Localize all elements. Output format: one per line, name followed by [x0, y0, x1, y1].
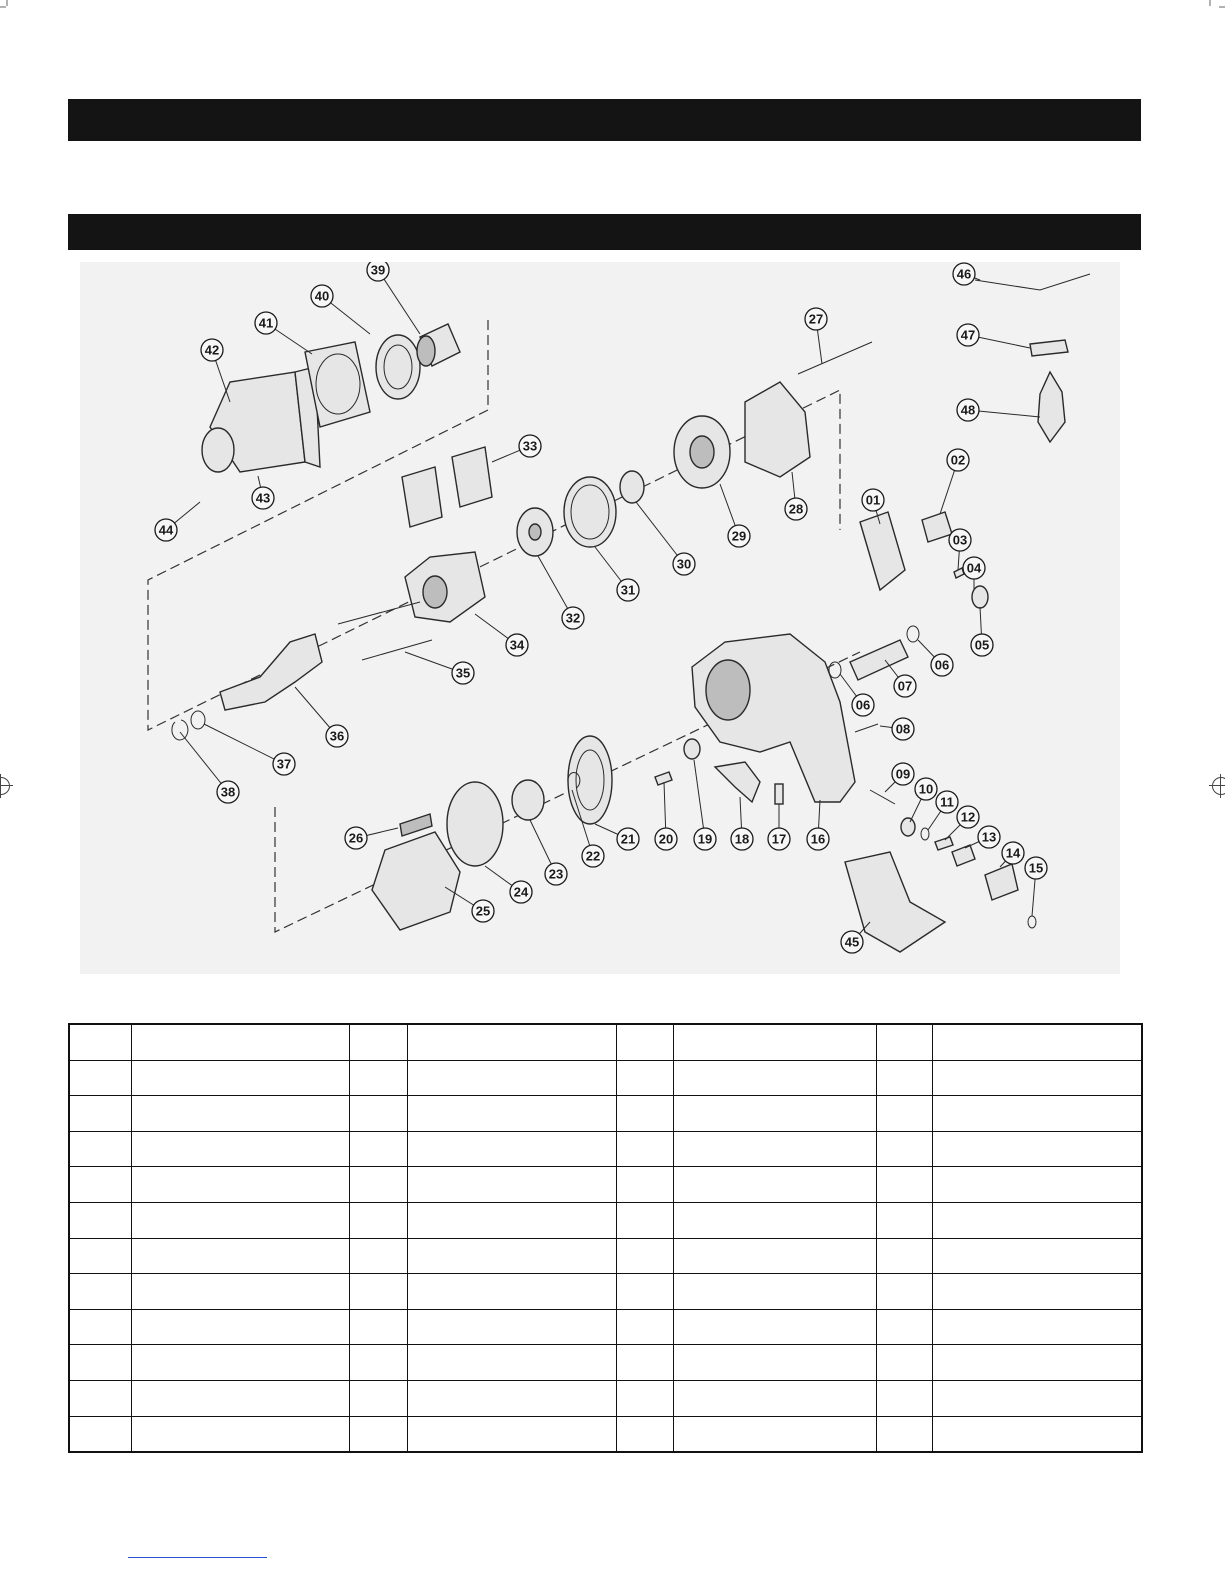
- table-cell: [69, 1060, 131, 1096]
- table-cell: [673, 1060, 876, 1096]
- table-cell: [932, 1345, 1142, 1381]
- callout-30: [636, 502, 695, 575]
- callout-14: [1000, 842, 1024, 867]
- table-cell: [69, 1274, 131, 1310]
- callout-number: 38: [220, 784, 236, 800]
- callout-18: [731, 797, 753, 850]
- table-cell: [131, 1380, 349, 1416]
- hammer-part-b: [452, 447, 492, 507]
- parts-list-table: [68, 1023, 1143, 1453]
- exploded-view-svg: [80, 262, 1120, 974]
- table-cell: [876, 1131, 932, 1167]
- regulator-part: [952, 845, 975, 866]
- callout-number: 42: [204, 342, 220, 358]
- callout-number: 11: [940, 794, 954, 810]
- table-row: [69, 1024, 1142, 1060]
- callout-47: [957, 324, 1030, 348]
- table-cell: [407, 1131, 616, 1167]
- rear-plate-part: [447, 782, 503, 866]
- footer-link-underline: [128, 1557, 267, 1558]
- table-cell: [349, 1060, 407, 1096]
- callout-number: 39: [370, 262, 386, 278]
- callout-number: 17: [771, 831, 787, 847]
- table-cell: [616, 1238, 673, 1274]
- table-cell: [69, 1202, 131, 1238]
- table-cell: [932, 1416, 1142, 1452]
- callout-44: [155, 502, 200, 541]
- table-cell: [349, 1274, 407, 1310]
- table-cell: [616, 1060, 673, 1096]
- table-cell: [69, 1131, 131, 1167]
- table-cell: [131, 1274, 349, 1310]
- table-cell: [932, 1131, 1142, 1167]
- table-cell: [673, 1167, 876, 1203]
- callout-04: [963, 557, 985, 590]
- table-cell: [131, 1096, 349, 1132]
- table-cell: [131, 1202, 349, 1238]
- callout-number: 33: [522, 438, 538, 454]
- callout-07: [885, 660, 916, 697]
- table-cell: [407, 1416, 616, 1452]
- callout-number: 48: [960, 402, 976, 418]
- table-cell: [69, 1238, 131, 1274]
- table-cell: [349, 1096, 407, 1132]
- callout-05: [971, 607, 993, 656]
- callout-06a: [918, 640, 953, 676]
- callout-number: 28: [788, 501, 804, 517]
- table-cell: [932, 1202, 1142, 1238]
- table-cell: [349, 1380, 407, 1416]
- exploded-parts-diagram: [80, 262, 1120, 974]
- callout-number: 23: [548, 866, 564, 882]
- table-cell: [932, 1309, 1142, 1345]
- screw-part: [655, 772, 672, 785]
- callout-number: 41: [258, 315, 274, 331]
- callout-number: 02: [950, 452, 966, 468]
- callout-36: [295, 687, 348, 747]
- table-cell: [616, 1345, 673, 1381]
- callout-21: [595, 824, 639, 850]
- callout-26: [345, 827, 398, 849]
- section-header-bar: [68, 99, 1141, 141]
- table-row: [69, 1060, 1142, 1096]
- callout-number: 37: [276, 756, 292, 772]
- callout-number: 30: [676, 556, 692, 572]
- anvil-part: [220, 634, 322, 710]
- callout-06b: [840, 674, 874, 716]
- callout-41: [255, 312, 312, 354]
- table-cell: [407, 1202, 616, 1238]
- callout-32: [538, 556, 584, 629]
- table-cell: [349, 1024, 407, 1060]
- callout-45: [841, 922, 870, 953]
- callout-number: 31: [620, 582, 636, 598]
- reverse-valve-part: [850, 640, 908, 680]
- callout-number: 15: [1028, 860, 1044, 876]
- deflector-part: [860, 512, 905, 590]
- table-cell: [932, 1274, 1142, 1310]
- table-cell: [131, 1024, 349, 1060]
- callout-number: 21: [620, 831, 636, 847]
- callout-number: 24: [513, 884, 529, 900]
- table-cell: [673, 1131, 876, 1167]
- table-cell: [131, 1309, 349, 1345]
- table-row: [69, 1096, 1142, 1132]
- callout-number: 16: [810, 831, 826, 847]
- table-cell: [407, 1345, 616, 1381]
- roll-pin-part: [855, 724, 878, 732]
- table-row: [69, 1345, 1142, 1381]
- hammer-part-a: [402, 467, 442, 527]
- table-row: [69, 1167, 1142, 1203]
- table-cell: [349, 1345, 407, 1381]
- callout-number: 43: [255, 490, 271, 506]
- table-cell: [932, 1167, 1142, 1203]
- callout-number: 47: [960, 327, 976, 343]
- callout-number: 20: [658, 831, 674, 847]
- table-cell: [616, 1309, 673, 1345]
- table-cell: [349, 1202, 407, 1238]
- table-cell: [616, 1274, 673, 1310]
- callout-number: 13: [981, 829, 997, 845]
- registration-mark-right: [1212, 777, 1225, 795]
- callout-number: 06: [855, 697, 871, 713]
- table-cell: [673, 1345, 876, 1381]
- callout-number: 04: [966, 560, 982, 576]
- callout-number: 10: [918, 781, 934, 797]
- spacer-ring-part: [564, 477, 616, 547]
- callout-number: 19: [697, 831, 713, 847]
- table-cell: [131, 1238, 349, 1274]
- table-cell: [876, 1238, 932, 1274]
- valve-part: [901, 818, 915, 836]
- callout-33: [492, 435, 541, 462]
- callout-number: 01: [865, 492, 881, 508]
- callout-27: [805, 308, 827, 364]
- table-cell: [407, 1060, 616, 1096]
- table-cell: [616, 1024, 673, 1060]
- trigger-bushing-part: [684, 739, 700, 759]
- parts-list-body: [69, 1024, 1142, 1452]
- table-cell: [876, 1202, 932, 1238]
- table-cell: [673, 1416, 876, 1452]
- oil-bottle-part: [1038, 372, 1065, 442]
- table-cell: [673, 1238, 876, 1274]
- callout-34: [475, 614, 528, 656]
- table-cell: [673, 1096, 876, 1132]
- rear-bearing-part: [512, 780, 544, 820]
- inlet-ring-part: [1028, 916, 1036, 928]
- dowel-pin-part: [798, 342, 872, 374]
- callout-20: [655, 782, 677, 850]
- callout-09: [885, 763, 914, 792]
- table-cell: [407, 1274, 616, 1310]
- valve-stem-part: [870, 790, 895, 804]
- main-housing-part: [692, 634, 855, 802]
- callout-number: 27: [808, 311, 824, 327]
- table-cell: [131, 1416, 349, 1452]
- callout-39: [367, 262, 420, 334]
- trigger-part: [715, 762, 760, 802]
- table-cell: [407, 1167, 616, 1203]
- table-row: [69, 1274, 1142, 1310]
- callout-37: [204, 724, 295, 775]
- table-cell: [616, 1167, 673, 1203]
- callout-leader-line: [636, 502, 684, 564]
- trigger-spring-part: [775, 784, 783, 804]
- table-row: [69, 1380, 1142, 1416]
- callout-number: 36: [329, 728, 345, 744]
- callout-31: [595, 547, 639, 601]
- table-cell: [69, 1345, 131, 1381]
- table-cell: [69, 1380, 131, 1416]
- table-cell: [876, 1060, 932, 1096]
- callout-number: 03: [952, 532, 968, 548]
- rear-gasket-part: [568, 736, 612, 824]
- table-cell: [616, 1096, 673, 1132]
- callout-number: 14: [1005, 845, 1021, 861]
- table-cell: [407, 1380, 616, 1416]
- table-cell: [407, 1096, 616, 1132]
- table-cell: [932, 1380, 1142, 1416]
- table-cell: [69, 1167, 131, 1203]
- callout-number: 26: [348, 830, 364, 846]
- callout-10: [910, 778, 937, 822]
- cylinder-part: [745, 382, 810, 477]
- callout-number: 18: [734, 831, 750, 847]
- callout-29: [720, 484, 750, 547]
- table-cell: [673, 1309, 876, 1345]
- table-row: [69, 1238, 1142, 1274]
- table-cell: [673, 1274, 876, 1310]
- inlet-part: [985, 864, 1018, 900]
- table-cell: [876, 1274, 932, 1310]
- valve-spring-part: [935, 837, 953, 850]
- table-cell: [407, 1024, 616, 1060]
- table-cell: [932, 1060, 1142, 1096]
- callout-17: [768, 804, 790, 850]
- diagram-header-bar: [68, 214, 1141, 250]
- table-cell: [349, 1238, 407, 1274]
- hex-key-part: [975, 274, 1090, 290]
- table-cell: [616, 1380, 673, 1416]
- callout-48: [957, 399, 1040, 421]
- table-cell: [69, 1024, 131, 1060]
- table-row: [69, 1131, 1142, 1167]
- bearing-part: [620, 471, 644, 503]
- table-cell: [69, 1096, 131, 1132]
- table-cell: [349, 1309, 407, 1345]
- vane-part: [400, 814, 432, 836]
- table-cell: [932, 1096, 1142, 1132]
- front-housing-part: [202, 367, 320, 472]
- callout-19: [694, 760, 716, 850]
- callout-28: [785, 472, 807, 520]
- rotor-part: [372, 832, 460, 930]
- callout-15: [1025, 857, 1047, 916]
- callout-number: 44: [158, 522, 174, 538]
- callout-number: 46: [956, 266, 972, 282]
- callout-number: 32: [565, 610, 581, 626]
- callout-38: [180, 732, 239, 803]
- inlet-bushing-part: [922, 512, 952, 542]
- table-cell: [876, 1096, 932, 1132]
- callout-number: 07: [897, 678, 913, 694]
- table-cell: [616, 1416, 673, 1452]
- table-cell: [876, 1167, 932, 1203]
- table-row: [69, 1309, 1142, 1345]
- table-cell: [69, 1309, 131, 1345]
- table-cell: [876, 1345, 932, 1381]
- callout-number: 40: [314, 288, 330, 304]
- table-cell: [616, 1131, 673, 1167]
- registration-mark-left: [0, 777, 10, 795]
- callout-16: [807, 800, 829, 850]
- callout-number: 05: [974, 637, 990, 653]
- callout-23: [530, 820, 567, 885]
- table-cell: [616, 1202, 673, 1238]
- table-cell: [673, 1202, 876, 1238]
- table-cell: [932, 1238, 1142, 1274]
- callout-leader-line: [204, 724, 284, 764]
- table-cell: [131, 1345, 349, 1381]
- table-cell: [349, 1167, 407, 1203]
- air-nipple-part: [1030, 340, 1068, 356]
- callout-number: 12: [960, 809, 976, 825]
- table-cell: [131, 1060, 349, 1096]
- callout-35: [405, 652, 474, 684]
- table-cell: [673, 1024, 876, 1060]
- pin-part-a: [338, 602, 420, 624]
- table-cell: [876, 1024, 932, 1060]
- callout-number: 22: [585, 848, 601, 864]
- callout-number: 35: [455, 665, 471, 681]
- callout-08: [880, 718, 914, 740]
- callout-number: 29: [731, 528, 747, 544]
- table-cell: [349, 1131, 407, 1167]
- table-cell: [69, 1416, 131, 1452]
- table-cell: [131, 1131, 349, 1167]
- callout-40: [311, 285, 370, 334]
- pin-part-b: [362, 640, 432, 660]
- table-row: [69, 1202, 1142, 1238]
- callout-number: 09: [895, 766, 911, 782]
- table-cell: [876, 1416, 932, 1452]
- table-cell: [349, 1416, 407, 1452]
- callout-number: 25: [475, 903, 491, 919]
- o-ring-part: [191, 711, 205, 729]
- callout-02: [940, 449, 969, 514]
- table-cell: [673, 1380, 876, 1416]
- table-row: [69, 1416, 1142, 1452]
- table-cell: [131, 1167, 349, 1203]
- table-cell: [876, 1380, 932, 1416]
- callout-layer: [155, 262, 1047, 953]
- callout-leader-line: [694, 760, 705, 839]
- table-cell: [407, 1238, 616, 1274]
- table-cell: [932, 1024, 1142, 1060]
- callout-24: [485, 866, 532, 903]
- table-cell: [407, 1309, 616, 1345]
- table-cell: [876, 1309, 932, 1345]
- callout-number: 06: [934, 657, 950, 673]
- callout-number: 08: [895, 721, 911, 737]
- callout-number: 45: [844, 934, 860, 950]
- callout-46: [953, 263, 980, 285]
- retaining-ring-part: [172, 720, 188, 740]
- callout-number: 34: [509, 637, 525, 653]
- callout-43: [252, 476, 274, 509]
